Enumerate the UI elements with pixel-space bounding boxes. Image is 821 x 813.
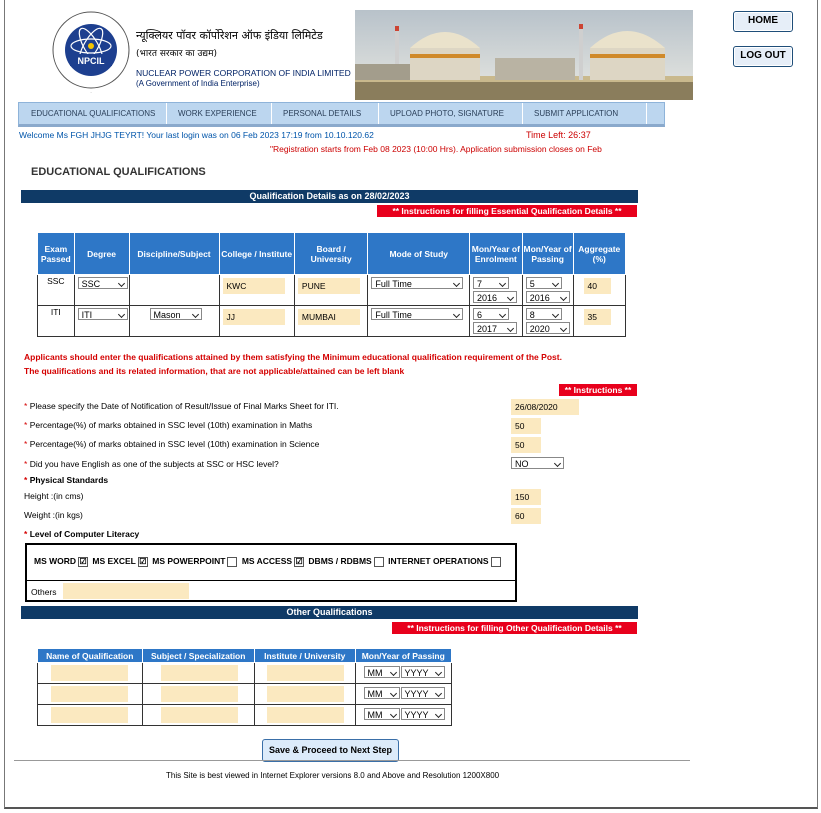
th-enrolment: Mon/Year of Enrolment	[470, 233, 523, 275]
org-sub-hindi: (भारत सरकार का उद्यम)	[136, 49, 217, 59]
svg-text:·: ·	[90, 90, 92, 95]
page-title: EDUCATIONAL QUALIFICATIONS	[31, 166, 206, 178]
other-qualifications-bar: Other Qualifications	[21, 606, 638, 619]
institute-input[interactable]	[267, 686, 344, 702]
logout-button[interactable]: LOG OUT	[733, 46, 793, 67]
nav-personal-details[interactable]: PERSONAL DETAILS	[272, 103, 379, 124]
enrol-year-select[interactable]: 2016	[473, 291, 517, 303]
weight-input[interactable]: 60	[511, 508, 541, 524]
others-label: Others	[31, 587, 57, 597]
exam-cell: SSC	[38, 275, 75, 306]
ms-powerpoint-checkbox[interactable]	[227, 557, 237, 567]
table-row	[38, 663, 452, 684]
maths-percentage-input[interactable]: 50	[511, 418, 541, 434]
welcome-message: Welcome Ms FGH JHJG TEYRT! Your last login was on 06 Feb 2023 17:19 from 10.10.120.62	[19, 130, 374, 140]
footer-note: This Site is best viewed in Internet Explorer versions 8.0 and Above and Resolution 1200X800	[166, 771, 500, 780]
th-passing-month-year: Mon/Year of Passing	[355, 649, 451, 663]
org-name-english: NUCLEAR POWER CORPORATION OF INDIA LIMITED	[136, 68, 351, 78]
literacy-ms-excel: MS EXCEL ☑	[92, 556, 147, 566]
literacy-ms-word: MS WORD ☑	[34, 556, 87, 566]
th-degree: Degree	[74, 233, 129, 275]
org-sub-english: (A Government of India Enterprise)	[136, 79, 260, 88]
pass-year-select[interactable]: 2020	[526, 322, 570, 334]
discipline-select[interactable]: Mason	[150, 308, 202, 320]
other-instructions-link[interactable]: ** Instructions for filling Other Qualification Details **	[392, 622, 637, 634]
height-label: Height :(in cms)	[24, 491, 84, 501]
th-exam-passed: Exam Passed	[38, 233, 75, 275]
other-year-select[interactable]: YYYY	[401, 666, 445, 678]
save-proceed-button[interactable]: Save & Proceed to Next Step	[262, 739, 399, 762]
pass-month-select[interactable]: 8	[526, 308, 562, 320]
warning-text-2: The qualifications and its related information, that are not applicable/attained can be left blank	[24, 366, 405, 376]
subject-input[interactable]	[161, 665, 238, 681]
computer-literacy-box	[25, 543, 517, 602]
literacy-dbms: DBMS / RDBMS	[308, 556, 385, 566]
time-left: Time Left: 26:37	[526, 130, 591, 140]
qualification-name-input[interactable]	[51, 665, 128, 681]
computer-literacy-title: * Level of Computer Literacy	[24, 529, 140, 539]
mode-select[interactable]: Full Time	[371, 277, 463, 289]
qualification-name-input[interactable]	[51, 707, 128, 723]
nav-upload-photo-signature[interactable]: UPLOAD PHOTO, SIGNATURE	[379, 103, 523, 124]
other-year-select[interactable]: YYYY	[401, 687, 445, 699]
degree-select[interactable]: SSC	[78, 277, 128, 289]
npcil-logo	[50, 8, 132, 96]
question-english-subject: * Did you have English as one of the subjects at SSC or HSC level?	[24, 459, 279, 469]
literacy-ms-powerpoint: MS POWERPOINT	[152, 556, 239, 566]
table-row	[38, 306, 626, 337]
essential-instructions-link[interactable]: ** Instructions for filling Essential Qualification Details **	[377, 205, 637, 217]
mode-select[interactable]: Full Time	[371, 308, 463, 320]
subject-input[interactable]	[161, 686, 238, 702]
ms-excel-checkbox[interactable]: ☑	[139, 556, 147, 566]
other-month-select[interactable]: MM	[364, 687, 400, 699]
height-input[interactable]: 150	[511, 489, 541, 505]
other-month-select[interactable]: MM	[364, 708, 400, 720]
registration-notice: "Registration starts from Feb 08 2023 (10:00 Hrs). Application submission closes on Feb	[270, 144, 602, 154]
th-passing: Mon/Year of Passing	[522, 233, 573, 275]
enrol-year-select[interactable]: 2017	[473, 322, 517, 334]
logo-text: NPCIL	[77, 56, 105, 66]
science-percentage-input[interactable]: 50	[511, 437, 541, 453]
literacy-internet: INTERNET OPERATIONS	[388, 556, 502, 566]
table-row	[38, 705, 452, 726]
qualification-name-input[interactable]	[51, 686, 128, 702]
english-subject-select[interactable]: NO	[511, 457, 564, 469]
power-plant-image	[355, 10, 693, 100]
instructions-link[interactable]: ** Instructions **	[559, 384, 637, 396]
th-board: Board / University	[294, 233, 368, 275]
pass-year-select[interactable]: 2016	[526, 291, 570, 303]
th-mode-of-study: Mode of Study	[368, 233, 470, 275]
college-input[interactable]: KWC	[223, 278, 285, 294]
aggregate-input[interactable]: 35	[584, 309, 611, 325]
other-qualifications-table	[37, 648, 452, 726]
table-row	[38, 684, 452, 705]
question-result-date: * Please specify the Date of Notification of Result/Issue of Final Marks Sheet for ITI.	[24, 401, 339, 411]
ms-word-checkbox[interactable]: ☑	[79, 556, 87, 566]
enrol-month-select[interactable]: 7	[473, 277, 509, 289]
board-input[interactable]: MUMBAI	[298, 309, 360, 325]
institute-input[interactable]	[267, 665, 344, 681]
th-institute-university: Institute / University	[254, 649, 355, 663]
pass-month-select[interactable]: 5	[526, 277, 562, 289]
th-subject-specialization: Subject / Specialization	[142, 649, 254, 663]
others-input[interactable]	[63, 583, 189, 599]
nav-work-experience[interactable]: WORK EXPERIENCE	[167, 103, 272, 124]
table-row	[38, 275, 626, 306]
nav-submit-application[interactable]: SUBMIT APPLICATION	[523, 103, 647, 124]
board-input[interactable]: PUNE	[298, 278, 360, 294]
other-year-select[interactable]: YYYY	[401, 708, 445, 720]
aggregate-input[interactable]: 40	[584, 278, 611, 294]
warning-text-1: Applicants should enter the qualifications attained by them satisfying the Minimum educational qualification requirement of the Post.	[24, 352, 562, 362]
ms-access-checkbox[interactable]: ☑	[295, 556, 303, 566]
subject-input[interactable]	[161, 707, 238, 723]
main-nav	[18, 102, 665, 127]
qualification-details-bar: Qualification Details as on 28/02/2023	[21, 190, 638, 203]
home-button[interactable]: HOME	[733, 11, 793, 32]
result-date-input[interactable]: 26/08/2020	[511, 399, 579, 415]
literacy-ms-access: MS ACCESS ☑	[241, 556, 303, 566]
th-qualification-name: Name of Qualification	[38, 649, 143, 663]
college-input[interactable]: JJ	[223, 309, 285, 325]
other-month-select[interactable]: MM	[364, 666, 400, 678]
dbms-checkbox[interactable]	[374, 557, 384, 567]
footer-divider	[14, 760, 690, 761]
physical-standards-title: * Physical Standards	[24, 475, 109, 485]
literacy-options	[34, 556, 503, 567]
qualification-table	[37, 232, 626, 337]
degree-select[interactable]: ITI	[78, 308, 128, 320]
th-college: College / Institute	[219, 233, 294, 275]
question-science-percentage: * Percentage(%) of marks obtained in SSC level (10th) examination in Science	[24, 439, 320, 449]
th-discipline: Discipline/Subject	[129, 233, 219, 275]
enrol-month-select[interactable]: 6	[473, 308, 509, 320]
question-maths-percentage: * Percentage(%) of marks obtained in SSC level (10th) examination in Maths	[24, 420, 313, 430]
exam-cell: ITI	[38, 306, 75, 337]
th-aggregate: Aggregate (%)	[573, 233, 625, 275]
nav-educational-qualifications[interactable]: EDUCATIONAL QUALIFICATIONS	[19, 103, 167, 124]
institute-input[interactable]	[267, 707, 344, 723]
weight-label: Weight :(in kgs)	[24, 510, 83, 520]
internet-operations-checkbox[interactable]	[491, 557, 501, 567]
org-name-hindi: न्यूक्लियर पॉवर कॉर्पोरेशन ऑफ इंडिया लिमिटेड	[136, 29, 323, 42]
